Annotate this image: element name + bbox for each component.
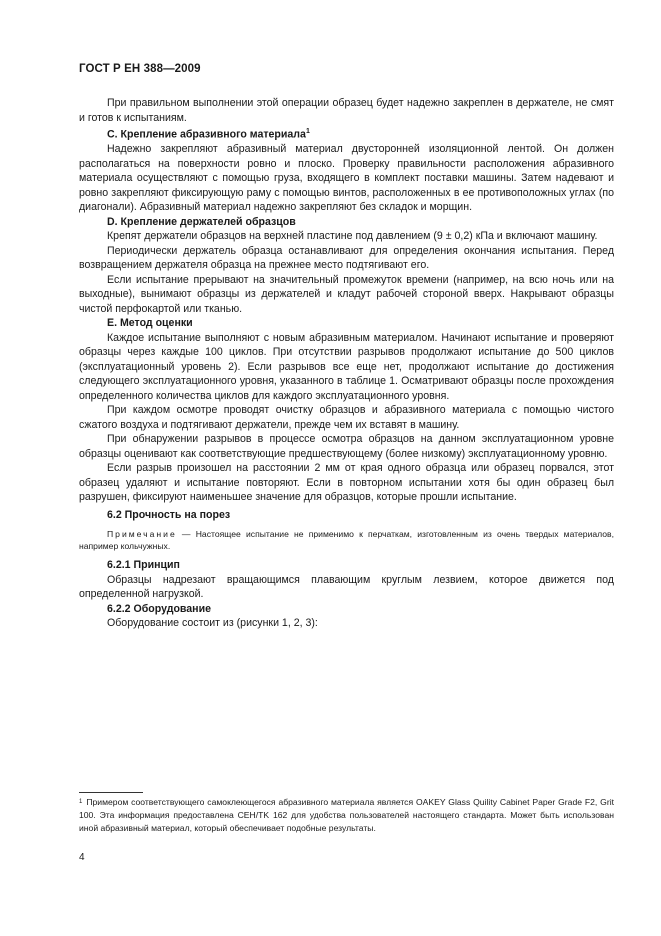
document-header: ГОСТ Р ЕН 388—2009	[79, 63, 201, 75]
paragraph: Надежно закрепляют абразивный материал двусторонней изоляционной лентой. Он должен располагаться на поверхности ровно и плоско. Проверку правильности расположения абразивного материала осуществляют с помощью груза, входящего в комплект поставки машины. Затем надевают и ровно закрепляют фиксирующую раму с помощью винтов, расположенных в ее противоположных углах (по диагонали). Абразивный материал надежно закрепляют без складок и морщин.	[79, 143, 614, 214]
footnote	[79, 796, 614, 835]
paragraph: При каждом осмотре проводят очистку образцов и абразивного материала с помощью чистого сжатого воздуха и подтягивают держатели, прежде чем их вставят в машину.	[79, 404, 614, 431]
paragraph: Каждое испытание выполняют с новым абразивным материалом. Начинают испытание и проверяют образцы через каждые 100 циклов. При отсутствии разрывов продолжают испытание до 500 циклов (эксплуатационный уровень 2). Если разрывов все еще нет, продолжают испытание до достижения следующего эксплуатационного уровня, указанного в таблице 1. Осматривают образцы после прохождения определенного количества циклов для каждого эксплуатационного уровня.	[79, 331, 614, 402]
paragraph: Если разрыв произошел на расстоянии 2 мм от края одного образца или образец порвался, этот образец удаляют и испытание повторяют. Если в повторном испытании хотя бы один образец был разрушен, фиксируют наименьшее значение для образцов, которые прошли испытание.	[79, 462, 614, 504]
section-heading-c	[79, 125, 614, 142]
section-heading-6-2-2: 6.2.2 Оборудование	[107, 602, 211, 615]
note-label: Примечание	[107, 529, 177, 540]
paragraph: Если испытание прерывают на значительный промежуток времени (например, на всю ночь или на выходные), вынимают образцы из держателей и кладут рабочей стороной вверх. Накрывают образцы чистой перфокартой или тканью.	[79, 273, 614, 315]
paragraph: Периодически держатель образца останавливают для определения окончания испытания. Перед возвращением держателя образца на прежнее место подтягивают его.	[79, 244, 614, 272]
paragraph: Оборудование состоит из (рисунки 1, 2, 3):	[107, 617, 318, 630]
paragraph: Крепят держатели образцов на верхней пластине под давлением (9 ± 0,2) кПа и включают машину.	[107, 230, 598, 243]
paragraph: Образцы надрезают вращающимся плавающим круглым лезвием, которое движется под определенной нагрузкой.	[79, 573, 614, 601]
note-text: — Настоящее испытание не применимо к перчаткам, изготовленным из очень твердых материалов, например кольчужных.	[79, 529, 614, 552]
footnote-number: 1	[79, 799, 83, 805]
paragraph: При правильном выполнении этой операции образец будет надежно закреплен в держателе, не смят и готов к испытаниям.	[79, 97, 614, 124]
footnote-text: Примером соответствующего самоклеющегося абразивного материала является OAKEY Glass Quility Cabinet Paper Grade F2, Grit 100. Эта информация предоставлена CEH/TK 162 для удобства пользователей настоящего стандарта. Может быть использован иной абразивный материал, который обеспечивает подобные результаты.	[79, 797, 614, 833]
footnote-ref: 1	[305, 128, 310, 135]
heading-text: C. Крепление абразивного материала	[107, 128, 306, 141]
page-number: 4	[79, 852, 85, 863]
section-heading-6-2: 6.2 Прочность на порез	[107, 508, 231, 521]
footnote-separator	[79, 792, 143, 793]
section-heading-e: E. Метод оценки	[107, 317, 193, 330]
paragraph: При обнаружении разрывов в процессе осмотра образцов на данном эксплуатационном уровне образцы оценивают как соответствующие предшествующему (более низкому) эксплуатационному уровню.	[79, 433, 614, 460]
document-body	[79, 96, 614, 631]
note	[79, 528, 614, 552]
section-heading-d: D. Крепление держателей образцов	[107, 215, 296, 228]
section-heading-6-2-1: 6.2.1 Принцип	[107, 559, 180, 572]
